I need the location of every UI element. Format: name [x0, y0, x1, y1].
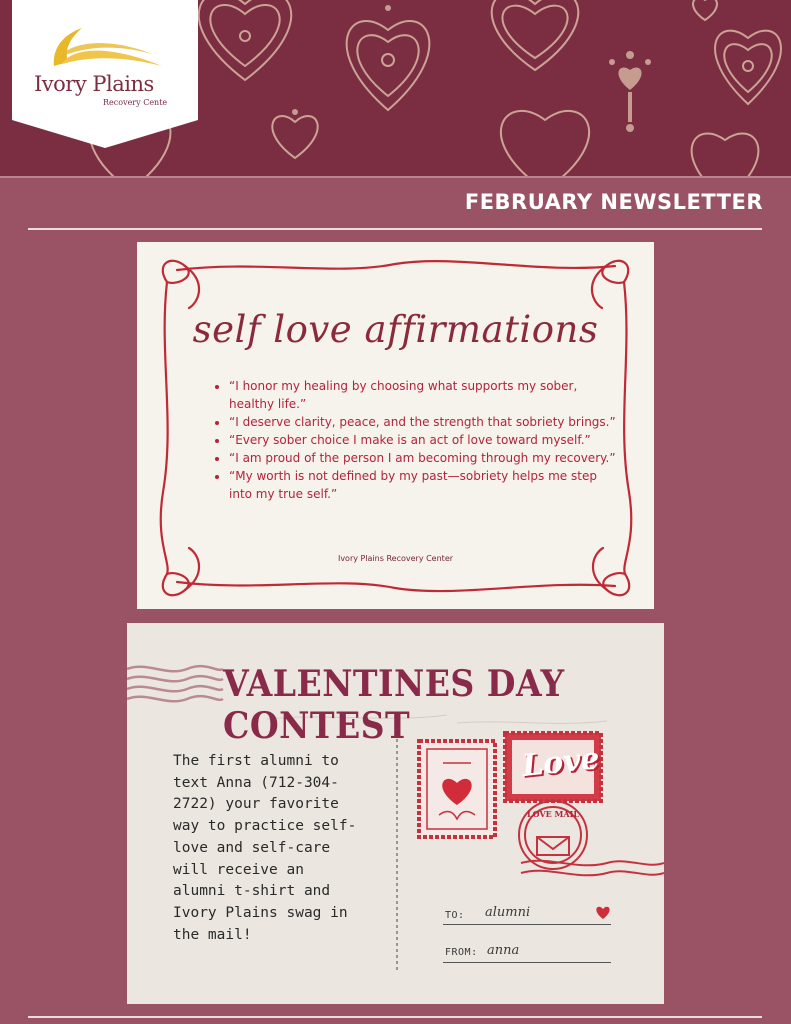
top-divider	[0, 176, 791, 178]
header-banner	[0, 0, 791, 176]
affirmations-list	[209, 377, 619, 503]
affirmation-item: • “I honor my healing by choosing what supports my sober, healthy life.”	[229, 377, 619, 413]
love-mail-stamp-text: LOVE MAIL	[527, 809, 579, 819]
from-line	[443, 962, 611, 963]
small-heart-icon	[596, 907, 609, 919]
love-stamp-text: Love	[520, 741, 602, 784]
brand-subtitle: Recovery Cente	[103, 98, 168, 107]
contest-body-text: The first alumni to text Anna (712-304-2722) your favorite way to practice self-love and self-care will receive an alumni t-shirt and Ivory Plains swag in the mail!	[173, 753, 357, 943]
to-label: TO:	[445, 910, 465, 921]
brand-name: Ivory Plains	[34, 72, 154, 96]
title-divider	[28, 228, 762, 230]
affirmation-item: • “My worth is not defined by my past—sobriety helps me step into my true self.”	[229, 467, 619, 503]
to-line	[443, 924, 611, 925]
affirmation-item: • “I deserve clarity, peace, and the strength that sobriety brings.”	[229, 413, 619, 431]
affirmations-card	[137, 242, 654, 609]
affirmations-footer: Ivory Plains Recovery Center	[337, 554, 454, 563]
affirmations-title: self love affirmations	[192, 308, 599, 351]
bottom-divider	[28, 1016, 762, 1018]
affirmation-item: • “I am proud of the person I am becoming through my recovery.”	[229, 449, 619, 467]
heart-stamp-icon	[419, 741, 495, 837]
to-value: alumni	[485, 905, 531, 920]
from-label: FROM:	[445, 947, 478, 958]
contest-postcard	[127, 623, 664, 1004]
page-title: FEBRUARY NEWSLETTER	[464, 190, 763, 214]
contest-title: VALENTINES DAY CONTEST	[223, 663, 565, 747]
affirmation-item: • “Every sober choice I make is an act of love toward myself.”	[229, 431, 619, 449]
from-value: anna	[487, 943, 520, 958]
